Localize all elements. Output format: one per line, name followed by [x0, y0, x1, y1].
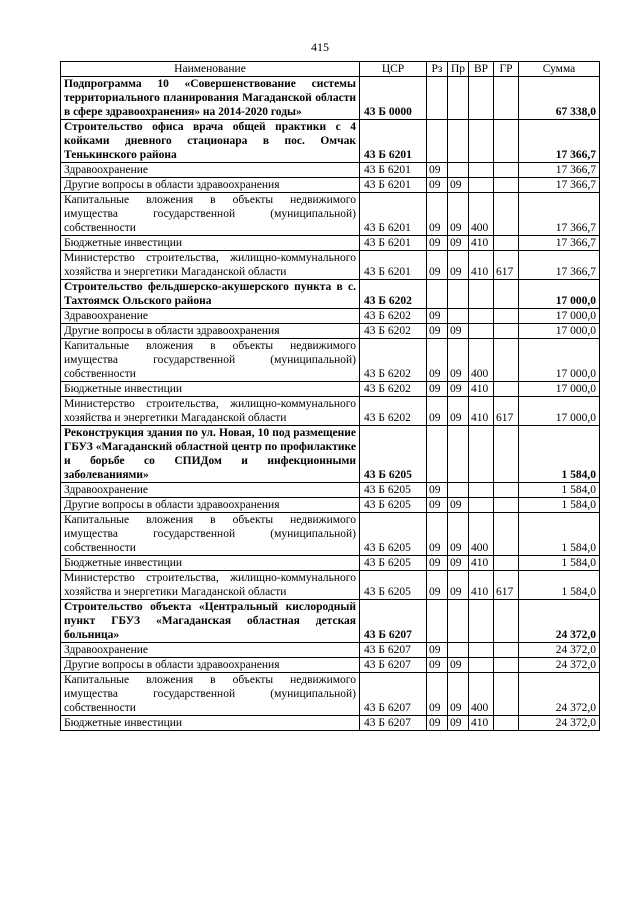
cell-name: Подпрограмма 10 «Совершенствование системы территориального планирования Магаданской области в сфере здравоохранения» на 2014-2020 годы»: [61, 77, 360, 120]
cell-csr: 43 Б 6205: [360, 556, 427, 571]
cell-pr: 09: [448, 556, 469, 571]
cell-name: Другие вопросы в области здравоохранения: [61, 178, 360, 193]
cell-vr: [469, 178, 494, 193]
cell-pr: [448, 120, 469, 163]
cell-gr: [494, 382, 519, 397]
cell-name: Строительство фельдшерско-акушерского пункта в с. Тахтоямск Ольского района: [61, 280, 360, 309]
cell-name: Бюджетные инвестиции: [61, 236, 360, 251]
cell-sum: 1 584,0: [519, 513, 600, 556]
cell-csr: 43 Б 6205: [360, 498, 427, 513]
table-row-section: [61, 600, 600, 643]
header-pr: Пр: [448, 62, 469, 77]
cell-name: Бюджетные инвестиции: [61, 556, 360, 571]
cell-csr: 43 Б 6202: [360, 339, 427, 382]
cell-name: Здравоохранение: [61, 163, 360, 178]
cell-gr: [494, 339, 519, 382]
cell-vr: [469, 280, 494, 309]
cell-rz: 09: [427, 498, 448, 513]
cell-gr: [494, 163, 519, 178]
cell-vr: 410: [469, 397, 494, 426]
cell-vr: 410: [469, 571, 494, 600]
cell-csr: 43 Б 6207: [360, 716, 427, 731]
cell-rz: [427, 280, 448, 309]
cell-rz: 09: [427, 339, 448, 382]
cell-vr: 400: [469, 339, 494, 382]
table-row-section: [61, 280, 600, 309]
cell-vr: [469, 600, 494, 643]
cell-csr: 43 Б 6201: [360, 251, 427, 280]
header-gr: ГР: [494, 62, 519, 77]
cell-sum: 17 000,0: [519, 339, 600, 382]
table-row: [61, 309, 600, 324]
cell-sum: 24 372,0: [519, 600, 600, 643]
table-row: [61, 498, 600, 513]
cell-csr: 43 Б 6201: [360, 193, 427, 236]
cell-gr: [494, 280, 519, 309]
cell-pr: 09: [448, 673, 469, 716]
table-row: [61, 178, 600, 193]
header-csr: ЦСР: [360, 62, 427, 77]
cell-csr: 43 Б 6201: [360, 236, 427, 251]
cell-csr: 43 Б 6205: [360, 571, 427, 600]
cell-rz: 09: [427, 643, 448, 658]
cell-pr: [448, 643, 469, 658]
cell-name: Реконструкция здания по ул. Новая, 10 под размещение ГБУЗ «Магаданский областной центр по профилактике и борьбе со СПИДом и инфекционными заболеваниями»: [61, 426, 360, 483]
cell-csr: 43 Б 6202: [360, 397, 427, 426]
cell-sum: 17 366,7: [519, 178, 600, 193]
cell-gr: [494, 324, 519, 339]
cell-name: Министерство строительства, жилищно-коммунального хозяйства и энергетики Магаданской области: [61, 397, 360, 426]
cell-rz: 09: [427, 571, 448, 600]
table-row-section: [61, 426, 600, 483]
cell-name: Бюджетные инвестиции: [61, 382, 360, 397]
cell-gr: [494, 658, 519, 673]
cell-csr: 43 Б 6205: [360, 513, 427, 556]
cell-gr: [494, 426, 519, 483]
cell-pr: [448, 163, 469, 178]
cell-sum: 17 366,7: [519, 120, 600, 163]
cell-sum: 17 000,0: [519, 397, 600, 426]
cell-name: Строительство объекта «Центральный кислородный пункт ГБУЗ «Магаданская областная детская больница»: [61, 600, 360, 643]
cell-vr: [469, 324, 494, 339]
cell-name: Бюджетные инвестиции: [61, 716, 360, 731]
cell-sum: 24 372,0: [519, 673, 600, 716]
cell-rz: [427, 77, 448, 120]
cell-vr: [469, 120, 494, 163]
cell-vr: 410: [469, 716, 494, 731]
cell-sum: 1 584,0: [519, 556, 600, 571]
cell-sum: 17 366,7: [519, 236, 600, 251]
cell-rz: [427, 120, 448, 163]
cell-name: Капитальные вложения в объекты недвижимого имущества государственной (муниципальной) собственности: [61, 673, 360, 716]
budget-table: [60, 61, 600, 731]
table-row: [61, 673, 600, 716]
cell-gr: 617: [494, 397, 519, 426]
cell-rz: 09: [427, 716, 448, 731]
cell-rz: 09: [427, 483, 448, 498]
header-name: Наименование: [61, 62, 360, 77]
cell-sum: 67 338,0: [519, 77, 600, 120]
table-row: [61, 339, 600, 382]
cell-rz: [427, 426, 448, 483]
cell-pr: 09: [448, 324, 469, 339]
cell-sum: 17 000,0: [519, 324, 600, 339]
cell-vr: [469, 77, 494, 120]
table-row: [61, 571, 600, 600]
cell-pr: [448, 280, 469, 309]
cell-pr: 09: [448, 382, 469, 397]
cell-pr: [448, 600, 469, 643]
cell-rz: 09: [427, 382, 448, 397]
cell-name: Министерство строительства, жилищно-коммунального хозяйства и энергетики Магаданской области: [61, 251, 360, 280]
cell-gr: [494, 178, 519, 193]
cell-rz: 09: [427, 397, 448, 426]
cell-pr: 09: [448, 513, 469, 556]
cell-sum: 1 584,0: [519, 426, 600, 483]
cell-csr: 43 Б 6205: [360, 483, 427, 498]
cell-pr: 09: [448, 498, 469, 513]
cell-rz: 09: [427, 309, 448, 324]
cell-gr: [494, 483, 519, 498]
cell-pr: 09: [448, 251, 469, 280]
cell-vr: 400: [469, 513, 494, 556]
cell-pr: 09: [448, 658, 469, 673]
cell-csr: 43 Б 6202: [360, 309, 427, 324]
cell-name: Другие вопросы в области здравоохранения: [61, 324, 360, 339]
cell-csr: 43 Б 6207: [360, 600, 427, 643]
cell-csr: 43 Б 6207: [360, 673, 427, 716]
cell-sum: 1 584,0: [519, 571, 600, 600]
cell-sum: 17 000,0: [519, 382, 600, 397]
header-rz: Рз: [427, 62, 448, 77]
cell-gr: [494, 77, 519, 120]
cell-name: Другие вопросы в области здравоохранения: [61, 498, 360, 513]
cell-csr: 43 Б 0000: [360, 77, 427, 120]
header-vr: ВР: [469, 62, 494, 77]
table-row: [61, 716, 600, 731]
cell-vr: [469, 643, 494, 658]
cell-vr: [469, 163, 494, 178]
cell-gr: [494, 513, 519, 556]
cell-name: Министерство строительства, жилищно-коммунального хозяйства и энергетики Магаданской области: [61, 571, 360, 600]
cell-rz: 09: [427, 251, 448, 280]
cell-sum: 24 372,0: [519, 643, 600, 658]
cell-gr: [494, 120, 519, 163]
header-sum: Сумма: [519, 62, 600, 77]
cell-gr: [494, 673, 519, 716]
cell-sum: 17 366,7: [519, 251, 600, 280]
cell-name: Капитальные вложения в объекты недвижимого имущества государственной (муниципальной) собственности: [61, 193, 360, 236]
cell-vr: [469, 498, 494, 513]
cell-pr: 09: [448, 178, 469, 193]
cell-gr: 617: [494, 571, 519, 600]
cell-sum: 17 000,0: [519, 309, 600, 324]
cell-name: Строительство офиса врача общей практики с 4 койками дневного стационара в пос. Омчак Тенькинского района: [61, 120, 360, 163]
cell-name: Здравоохранение: [61, 643, 360, 658]
cell-sum: 1 584,0: [519, 483, 600, 498]
table-row-section: [61, 77, 600, 120]
table-row: [61, 513, 600, 556]
cell-vr: [469, 483, 494, 498]
cell-csr: 43 Б 6205: [360, 426, 427, 483]
cell-vr: 410: [469, 556, 494, 571]
cell-vr: 410: [469, 236, 494, 251]
page-number: 415: [311, 40, 329, 54]
cell-pr: [448, 309, 469, 324]
cell-rz: 09: [427, 178, 448, 193]
header-row: [61, 62, 600, 77]
cell-pr: 09: [448, 716, 469, 731]
cell-rz: 09: [427, 193, 448, 236]
cell-vr: 410: [469, 251, 494, 280]
cell-pr: 09: [448, 397, 469, 426]
table-row: [61, 193, 600, 236]
cell-rz: 09: [427, 236, 448, 251]
table-row: [61, 324, 600, 339]
cell-rz: 09: [427, 556, 448, 571]
cell-gr: 617: [494, 251, 519, 280]
cell-vr: 400: [469, 673, 494, 716]
cell-gr: [494, 193, 519, 236]
cell-csr: 43 Б 6202: [360, 382, 427, 397]
cell-csr: 43 Б 6202: [360, 280, 427, 309]
cell-sum: 24 372,0: [519, 716, 600, 731]
cell-name: Капитальные вложения в объекты недвижимого имущества государственной (муниципальной) собственности: [61, 339, 360, 382]
table-row: [61, 643, 600, 658]
cell-pr: 09: [448, 339, 469, 382]
cell-csr: 43 Б 6202: [360, 324, 427, 339]
cell-gr: [494, 498, 519, 513]
cell-rz: 09: [427, 673, 448, 716]
cell-sum: 1 584,0: [519, 498, 600, 513]
cell-pr: 09: [448, 571, 469, 600]
cell-rz: [427, 600, 448, 643]
cell-sum: 17 366,7: [519, 193, 600, 236]
cell-vr: [469, 658, 494, 673]
cell-gr: [494, 236, 519, 251]
table-row: [61, 382, 600, 397]
cell-gr: [494, 643, 519, 658]
cell-rz: 09: [427, 163, 448, 178]
cell-vr: [469, 309, 494, 324]
cell-csr: 43 Б 6201: [360, 163, 427, 178]
cell-pr: [448, 77, 469, 120]
table-row: [61, 397, 600, 426]
cell-vr: [469, 426, 494, 483]
cell-pr: 09: [448, 193, 469, 236]
cell-name: Капитальные вложения в объекты недвижимого имущества государственной (муниципальной) собственности: [61, 513, 360, 556]
cell-vr: 410: [469, 382, 494, 397]
cell-sum: 17 366,7: [519, 163, 600, 178]
cell-name: Другие вопросы в области здравоохранения: [61, 658, 360, 673]
table-row: [61, 163, 600, 178]
cell-rz: 09: [427, 658, 448, 673]
cell-name: Здравоохранение: [61, 309, 360, 324]
cell-sum: 17 000,0: [519, 280, 600, 309]
cell-pr: 09: [448, 236, 469, 251]
cell-gr: [494, 309, 519, 324]
cell-vr: 400: [469, 193, 494, 236]
table-row: [61, 483, 600, 498]
cell-name: Здравоохранение: [61, 483, 360, 498]
table-row: [61, 251, 600, 280]
cell-pr: [448, 426, 469, 483]
table-row: [61, 658, 600, 673]
cell-gr: [494, 556, 519, 571]
cell-csr: 43 Б 6207: [360, 658, 427, 673]
cell-csr: 43 Б 6201: [360, 120, 427, 163]
table-body: [61, 77, 600, 731]
cell-csr: 43 Б 6201: [360, 178, 427, 193]
cell-pr: [448, 483, 469, 498]
cell-sum: 24 372,0: [519, 658, 600, 673]
table-row-section: [61, 120, 600, 163]
cell-gr: [494, 600, 519, 643]
cell-rz: 09: [427, 513, 448, 556]
cell-rz: 09: [427, 324, 448, 339]
cell-csr: 43 Б 6207: [360, 643, 427, 658]
table-row: [61, 556, 600, 571]
table-row: [61, 236, 600, 251]
cell-gr: [494, 716, 519, 731]
